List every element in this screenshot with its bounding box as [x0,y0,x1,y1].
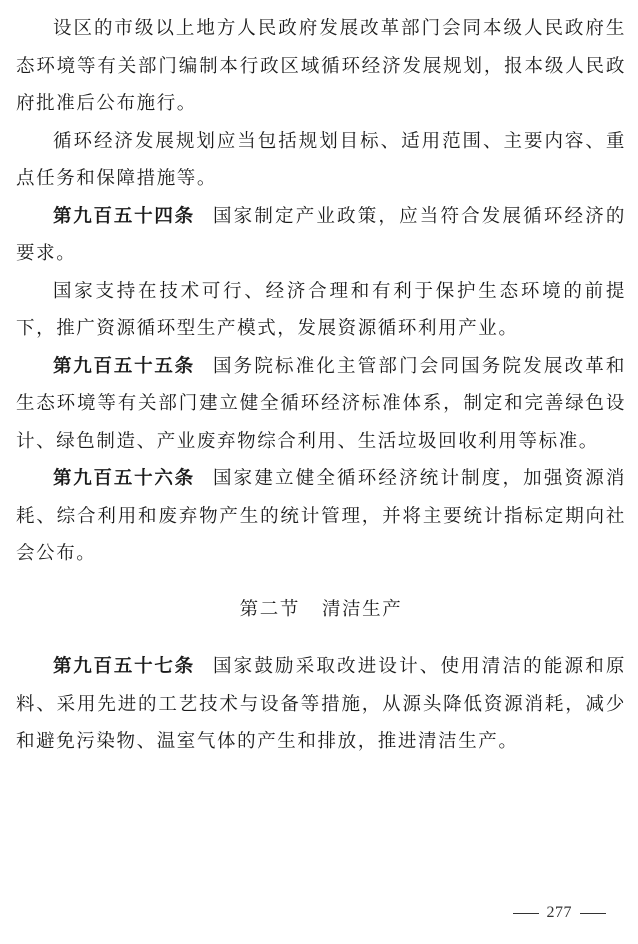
paragraph-text: 设区的市级以上地方人民政府发展改革部门会同本级人民政府生态环境等有关部门编制本行政区域循环经济发展规划，报本级人民政府批准后公布施行。 [16,18,626,114]
footer-dash-right [580,913,606,914]
paragraph [16,648,626,761]
paragraph-text: 国家支持在技术可行、经济合理和有利于保护生态环境的前提下，推广资源循环型生产模式，发展资源循环利用产业。 [16,280,626,339]
paragraph [16,273,626,348]
page-footer [505,904,615,922]
paragraph [16,460,626,573]
paragraph-text: 国家鼓励采取改进设计、使用清洁的能源和原料、采用先进的工艺技术与设备等措施，从源头降低资源消耗，减少和避免污染物、温室气体的产生和排放，推进清洁生产。 [16,656,626,752]
section-number: 第二节 [239,598,300,620]
article-number: 第九百五十七条 [53,656,195,677]
paragraph-text: 国家制定产业政策，应当符合发展循环经济的要求。 [16,205,626,264]
section-title: 清洁生产 [321,598,403,620]
article-number: 第九百五十四条 [53,205,195,227]
paragraph [16,348,626,461]
paragraph [16,123,626,198]
article-number: 第九百五十五条 [53,355,195,377]
paragraph [16,198,626,273]
section-heading [16,591,626,629]
article-number: 第九百五十六条 [53,468,195,489]
footer-dash-left [513,913,539,914]
paragraph [16,10,626,123]
paragraph-text: 循环经济发展规划应当包括规划目标、适用范围、主要内容、重点任务和保障措施等。 [16,130,626,189]
page-number: 277 [546,904,572,921]
paragraph-text: 国务院标准化主管部门会同国务院发展改革和生态环境等有关部门建立健全循环经济标准体系，制定和完善绿色设计、绿色制造、产业废弃物综合利用、生活垃圾回收利用等标准。 [16,355,626,452]
document-page [16,10,626,761]
paragraph-text: 国家建立健全循环经济统计制度，加强资源消耗、综合利用和废弃物产生的统计管理，并将主要统计指标定期向社会公布。 [16,468,626,564]
